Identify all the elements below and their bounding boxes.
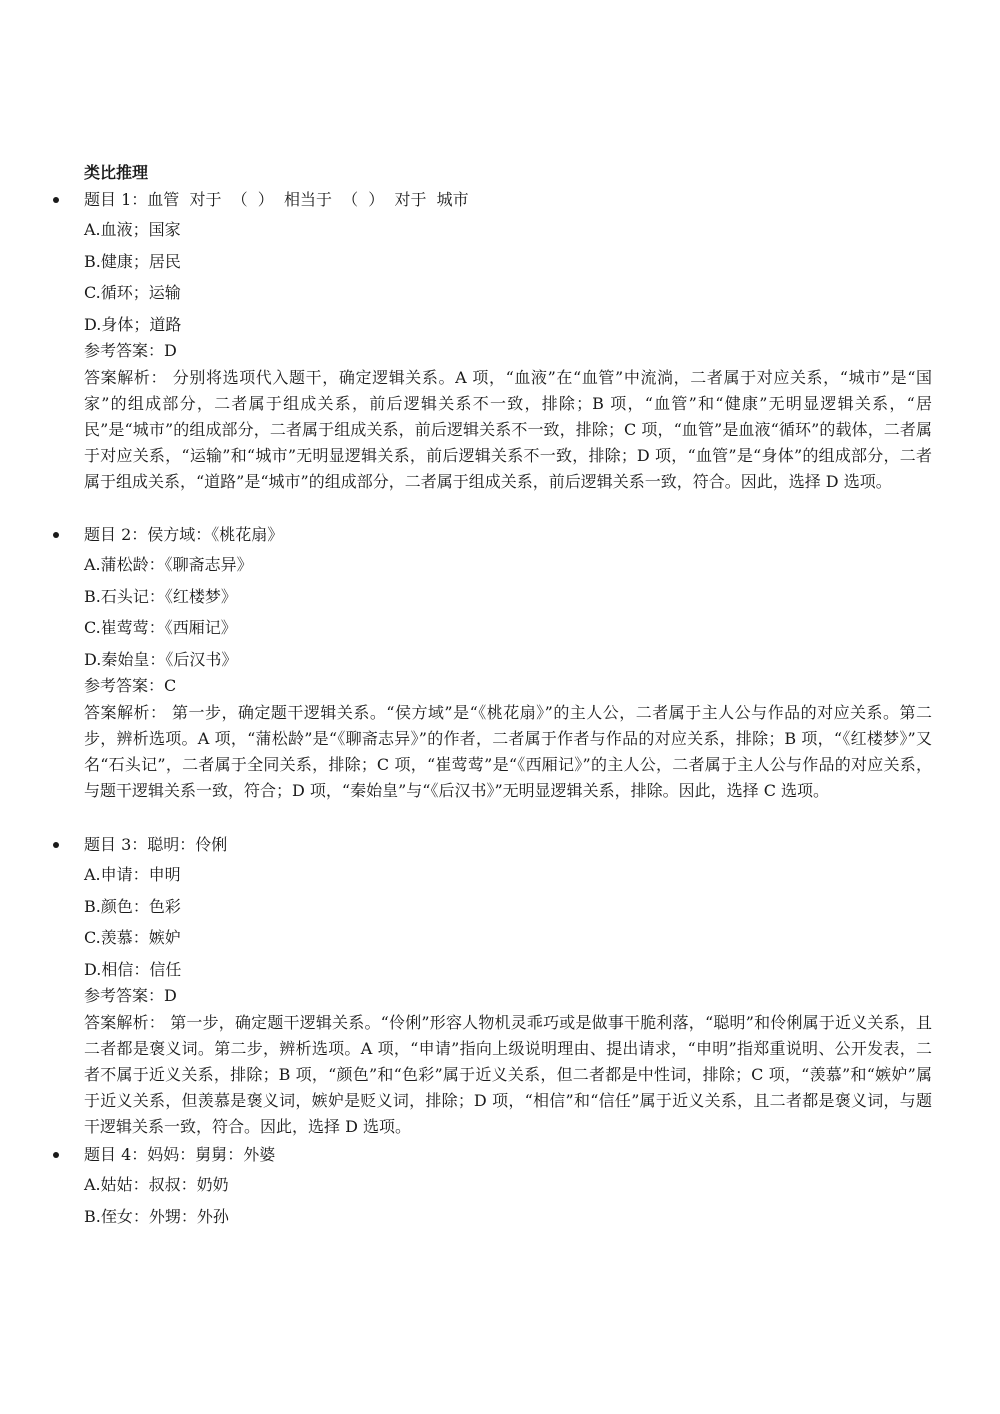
- option-b: B.颜色：色彩: [84, 896, 181, 916]
- option-a: A.申请：申明: [84, 865, 181, 884]
- option-d: D.相信：信任: [84, 959, 182, 979]
- question-header: [0, 524, 1000, 546]
- option-c: C.崔莺莺：《西厢记》: [84, 618, 237, 637]
- question-title: 题目 3：聪明：伶俐: [84, 835, 228, 854]
- question-title: 题目 1：血管 对于 （ ） 相当于 （ ） 对于 城市: [84, 190, 469, 209]
- option-b: B.侄女：外甥：外孙: [84, 1206, 229, 1226]
- question-3: [0, 834, 1000, 1140]
- question-header: [0, 834, 1000, 856]
- option-c: C.循环；运输: [84, 283, 181, 302]
- question-header: [0, 1144, 1000, 1166]
- option-list: [84, 864, 1000, 981]
- bullet-icon: [53, 1152, 59, 1158]
- answer-analysis: 答案解析： 分别将选项代入题干，确定逻辑关系。A 项，“血液”在“血管”中流淌，二者属于对应关系，“城市”是“国家”的组成部分，二者属于组成关系，前后逻辑关系不一致，排除；B 项，“血管”和“健康”无明显逻辑关系，“居民”是“城市”的组成部分，二者属于组成关系，前后逻辑关系不一致，排除；C 项，“血管”是血液“循环”的载体，二者属于对应关系，“运输”和“城市”无明显逻辑关系，前后逻辑关系不一致，排除；D 项，“血管”是“身体”的组成部分，二者属于组成关系，“道路”是“城市”的组成部分，二者属于组成关系，前后逻辑关系一致，符合。因此，选择 D 选项。: [84, 368, 932, 491]
- reference-answer: 参考答案：D: [84, 986, 177, 1005]
- question-title: 题目 4：妈妈：舅舅：外婆: [84, 1145, 276, 1164]
- bullet-icon: [53, 532, 59, 538]
- question-2: [0, 524, 1000, 804]
- option-a: A.蒲松龄：《聊斋志异》: [84, 555, 253, 574]
- option-list: [84, 219, 1000, 336]
- option-d: D.秦始皇：《后汉书》: [84, 649, 238, 669]
- question-header: [0, 189, 1000, 211]
- option-b: B.石头记：《红楼梦》: [84, 586, 237, 606]
- option-c: C.羡慕：嫉妒: [84, 928, 181, 947]
- reference-answer: 参考答案：C: [84, 676, 177, 695]
- option-list: [84, 1174, 1000, 1228]
- answer-analysis: 答案解析： 第一步，确定题干逻辑关系。“侯方域”是“《桃花扇》”的主人公，二者属于主人公与作品的对应关系。第二步，辨析选项。A 项，“蒲松龄”是“《聊斋志异》”的作者，二者属于作者与作品的对应关系，排除；B 项，“《红楼梦》”又名“石头记”，二者属于全同关系，排除；C 项，“崔莺莺”是“《西厢记》”的主人公，二者属于主人公与作品的对应关系，与题干逻辑关系一致，符合；D 项，“秦始皇”与“《后汉书》”无明显逻辑关系，排除。因此，选择 C 选项。: [84, 703, 932, 800]
- option-b: B.健康；居民: [84, 251, 181, 271]
- reference-answer: 参考答案：D: [84, 341, 177, 360]
- option-list: [84, 554, 1000, 671]
- question-title: 题目 2：侯方域：《桃花扇》: [84, 525, 284, 544]
- option-d: D.身体；道路: [84, 314, 182, 334]
- question-1: [0, 189, 1000, 495]
- question-4: [0, 1144, 1000, 1237]
- option-a: A.血液；国家: [84, 220, 181, 239]
- option-a: A.姑姑：叔叔：奶奶: [84, 1175, 229, 1194]
- section-title: 类比推理: [84, 163, 149, 182]
- bullet-icon: [53, 197, 59, 203]
- answer-analysis: 答案解析： 第一步，确定题干逻辑关系。“伶俐”形容人物机灵乖巧或是做事干脆利落，“聪明”和伶俐属于近义关系，且二者都是褒义词。第二步，辨析选项。A 项，“申请”指向上级说明理由、提出请求，“申明”指郑重说明、公开发表，二者不属于近义关系，排除；B 项，“颜色”和“色彩”属于近义关系，但二者都是中性词，排除；C 项，“羡慕”和“嫉妒”属于近义关系，但羡慕是褒义词，嫉妒是贬义词，排除；D 项，“相信”和“信任”属于近义关系，且二者都是褒义词，与题干逻辑关系一致，符合。因此，选择 D 选项。: [84, 1013, 932, 1136]
- bullet-icon: [53, 842, 59, 848]
